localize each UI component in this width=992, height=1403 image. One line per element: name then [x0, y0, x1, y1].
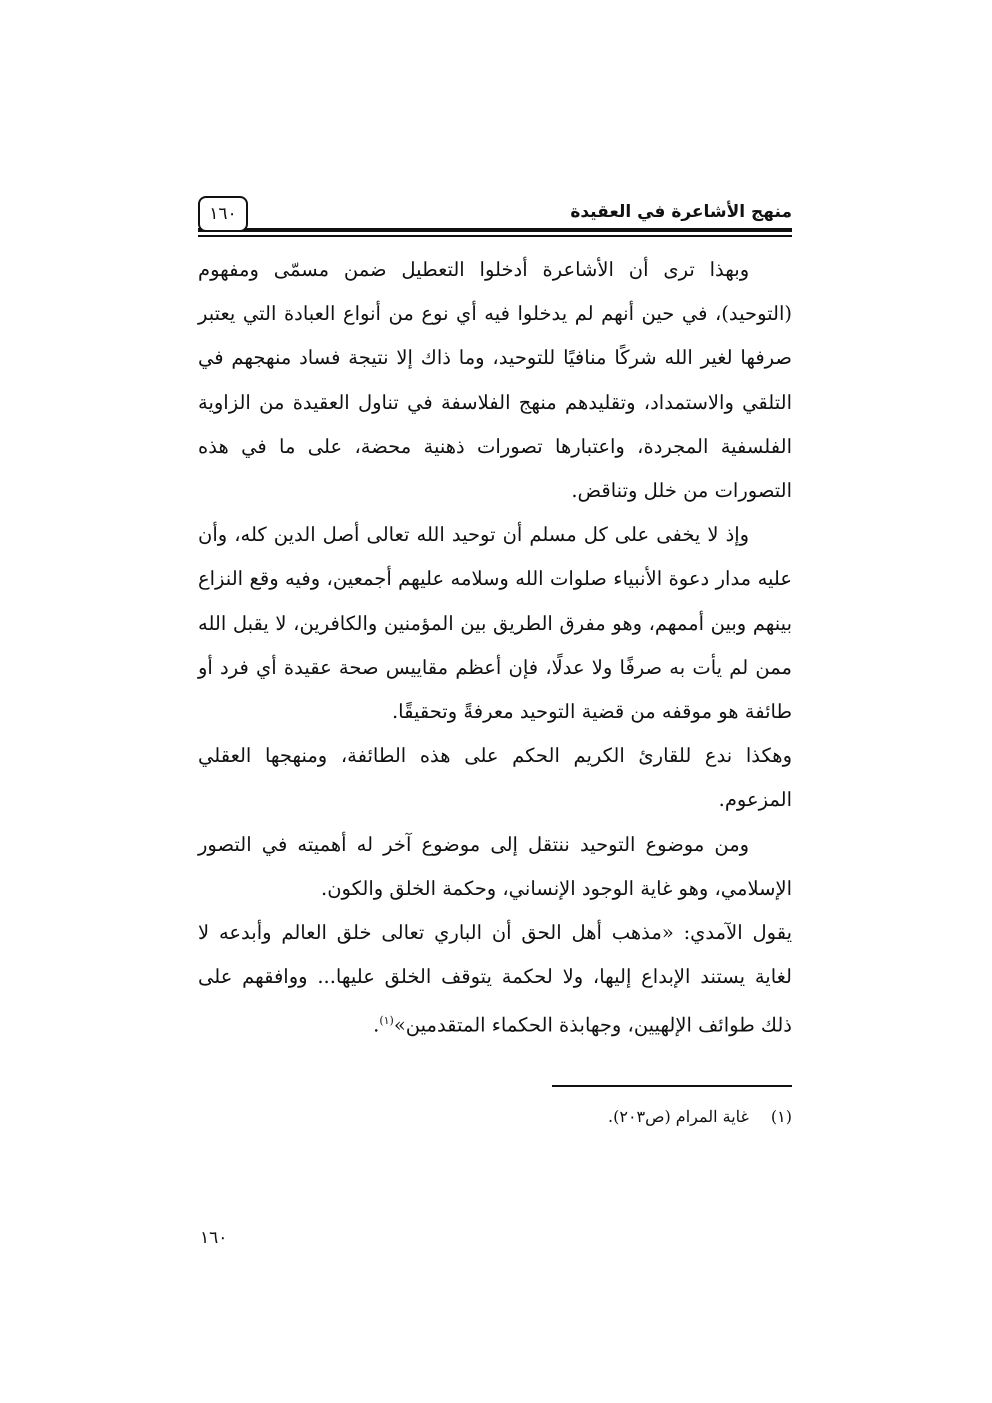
header-rule-thick: [198, 228, 792, 232]
paragraph-1: وبهذا ترى أن الأشاعرة أدخلوا التعطيل ضمن مسمّى ومفهوم (التوحيد)، في حين أنهم لم يدخلوا فيه أي نوع من أنواع العبادة التي يعتبر صرفها لغير الله شركًا منافيًا للتوحيد، وما ذاك إلا نتيجة فساد منهجهم في التلقي والاستمداد، وتقليدهم منهج الفلاسفة في تناول العقيدة من الزاوية الفلسفية المجردة، واعتبارها تصورات ذهنية محضة، على ما في هذه التصورات من خلل وتناقض.: [198, 258, 792, 503]
paragraph-2: وإذ لا يخفى على كل مسلم أن توحيد الله تعالى أصل الدين كله، وأن عليه مدار دعوة الأنبياء صلوات الله وسلامه عليهم أجمعين، وفيه وقع النزاع بينهم وبين أممهم، وهو مفرق الطريق بين المؤمنين والكافرين، لا يقبل الله ممن لم يأت به صرفًا ولا عدلًا، فإن أعظم مقاييس صحة عقيدة أي فرد أو طائفة هو موقفه من قضية التوحيد معرفةً وتحقيقًا.: [198, 523, 792, 724]
footnote-marker: (١): [379, 1014, 394, 1028]
footnote-text: غاية المرام (ص٢٠٣).: [608, 1107, 749, 1126]
footnote-number: (١): [770, 1107, 792, 1126]
paragraph-4: ومن موضوع التوحيد ننتقل إلى موضوع آخر له أهميته في التصور الإسلامي، وهو غاية الوجود الإنساني، وحكمة الخلق والكون.: [198, 832, 792, 900]
footer-page-number: ١٦٠: [200, 1228, 228, 1248]
footnote: [608, 1107, 792, 1126]
main-text: [198, 248, 792, 1048]
paragraph-5: [198, 911, 792, 1048]
header-page-number: ١٦٠: [198, 196, 248, 232]
paragraph-5-end: .: [373, 1013, 380, 1037]
paragraph-3: وهكذا ندع للقارئ الكريم الحكم على هذه الطائفة، ومنهجها العقلي المزعوم.: [198, 744, 792, 812]
running-header: [198, 196, 792, 242]
paragraph-5-text: يقول الآمدي: «مذهب أهل الحق أن الباري تعالى خلق العالم وأبدعه لا لغاية يستند الإبداع إليها، ولا لحكمة يتوقف الخلق عليها... ووافقهم على ذلك طوائف الإلهيين، وجهابذة الحكماء المتقدمين»: [198, 921, 792, 1037]
header-rule-thin: [198, 235, 792, 237]
footnote-separator: [552, 1085, 792, 1087]
header-title: منهج الأشاعرة في العقيدة: [570, 202, 792, 222]
